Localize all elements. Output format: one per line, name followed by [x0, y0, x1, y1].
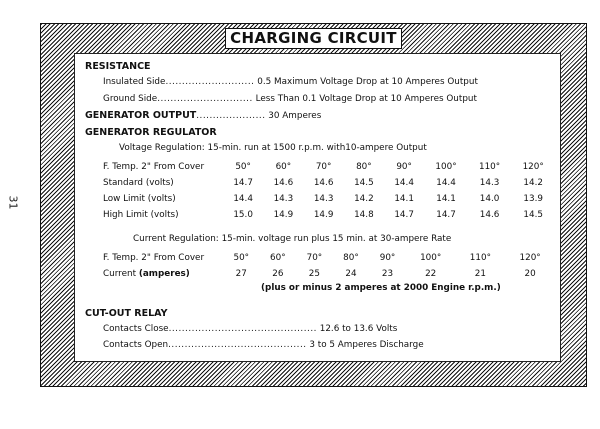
header-cell: 60° [275, 162, 292, 172]
table-cell: 25 [308, 269, 320, 279]
table-cell: 14.6 [273, 178, 294, 188]
table-cell: 14.4 [233, 194, 253, 204]
table-header-row [103, 159, 555, 175]
header-cell: 80° [356, 162, 372, 172]
contacts-open-row [103, 340, 424, 350]
row-label [103, 266, 223, 282]
table-cell: 14.3 [273, 194, 294, 204]
leader-dots: ............................. [157, 94, 253, 104]
table-cell: 14.8 [354, 210, 374, 220]
table-cell: 14.5 [523, 210, 543, 220]
header-cell: 70° [315, 162, 332, 172]
table-cell: 14.1 [436, 194, 456, 204]
voltage-regulation-table [103, 159, 555, 223]
table-cell: 27 [235, 269, 247, 279]
table-cell: 21 [474, 269, 486, 279]
table-cell: 14.7 [436, 210, 456, 220]
tolerance-note: (plus or minus 2 amperes at 2000 Engine r.p.m.) [261, 283, 501, 293]
header-cell: F. Temp. 2" From Cover [103, 253, 205, 263]
header-cell: F. Temp. 2" From Cover [103, 162, 205, 172]
insulated-side-label: Insulated Side [103, 77, 166, 87]
table-cell: 14.9 [273, 210, 294, 220]
header-cell: 50° [235, 162, 251, 172]
table-header-row [103, 250, 555, 266]
table-cell: 22 [425, 269, 437, 279]
table-row [103, 175, 555, 191]
table-row [103, 191, 555, 207]
header-cell: 100° [435, 162, 457, 172]
table-cell: 14.4 [436, 178, 456, 188]
contacts-close-value: 12.6 to 13.6 Volts [319, 324, 398, 334]
row-label: Standard (volts) [103, 178, 174, 188]
insulated-side-value: 0.5 Maximum Voltage Drop at 10 Amperes Output [257, 77, 478, 87]
table-cell: 13.9 [523, 194, 543, 204]
table-cell: 14.6 [313, 178, 334, 188]
table-cell: 14.2 [354, 194, 374, 204]
page-number: 31 [6, 195, 20, 210]
header-cell: 90° [396, 162, 412, 172]
header-cell: 110° [469, 253, 491, 263]
table-cell: 14.9 [313, 210, 334, 220]
header-cell: 120° [519, 253, 541, 263]
leader-dots: .......................................... [168, 340, 307, 350]
current-regulation-table [103, 250, 555, 282]
hatched-frame [40, 23, 587, 387]
table-cell: 23 [381, 269, 394, 279]
voltage-regulation-caption: Voltage Regulation: 15-min. run at 1500 r.p.m. with10-ampere Output [119, 143, 427, 153]
table-cell: 20 [524, 269, 536, 279]
contacts-open-label: Contacts Open [103, 340, 169, 350]
table-cell: 24 [345, 269, 357, 279]
header-cell: 70° [306, 253, 323, 263]
resistance-heading: RESISTANCE [85, 61, 151, 72]
contacts-open-value: 3 to 5 Amperes Discharge [309, 340, 424, 350]
table-row [103, 266, 555, 282]
table-cell: 14.5 [354, 178, 374, 188]
insulated-side-row [103, 77, 478, 87]
generator-output-row [85, 110, 321, 121]
row-label: Low Limit (volts) [103, 194, 176, 204]
ground-side-row [103, 94, 477, 104]
spec-panel [74, 53, 561, 362]
current-label-plain: Current [103, 269, 139, 279]
table-cell: 26 [272, 269, 284, 279]
leader-dots: ............................................. [168, 324, 317, 334]
header-cell: 90° [379, 253, 396, 263]
leader-dots: ........................... [165, 77, 255, 87]
leader-dots: ..................... [196, 111, 266, 121]
table-cell: 14.1 [394, 194, 414, 204]
current-label-unit: (amperes) [138, 269, 190, 279]
contacts-close-label: Contacts Close [103, 324, 169, 334]
table-cell: 14.0 [479, 194, 500, 204]
table-cell: 14.7 [233, 178, 253, 188]
cutout-relay-heading: CUT-OUT RELAY [85, 308, 168, 319]
table-cell: 14.6 [479, 210, 500, 220]
table-cell: 14.4 [394, 178, 414, 188]
current-regulation-caption: Current Regulation: 15-min. voltage run plus 15 min. at 30-ampere Rate [133, 234, 452, 244]
table-cell: 14.2 [523, 178, 543, 188]
generator-output-value: 30 Amperes [268, 111, 322, 121]
header-cell: 120° [522, 162, 544, 172]
contacts-close-row [103, 324, 397, 334]
generator-output-heading: GENERATOR OUTPUT [85, 110, 197, 121]
header-cell: 100° [420, 253, 442, 263]
row-label: High Limit (volts) [103, 210, 179, 220]
header-cell: 60° [270, 253, 286, 263]
table-cell: 14.3 [479, 178, 500, 188]
title-wrap [41, 28, 586, 49]
page-title: CHARGING CIRCUIT [225, 28, 402, 49]
table-cell: 15.0 [233, 210, 253, 220]
header-cell: 80° [343, 253, 359, 263]
ground-side-label: Ground Side [103, 94, 158, 104]
table-cell: 14.3 [313, 194, 334, 204]
table-cell: 14.7 [394, 210, 414, 220]
generator-regulator-heading: GENERATOR REGULATOR [85, 127, 217, 138]
header-cell: 110° [478, 162, 501, 172]
header-cell: 50° [233, 253, 250, 263]
ground-side-value: Less Than 0.1 Voltage Drop at 10 Amperes Output [255, 94, 477, 104]
table-row [103, 207, 555, 223]
